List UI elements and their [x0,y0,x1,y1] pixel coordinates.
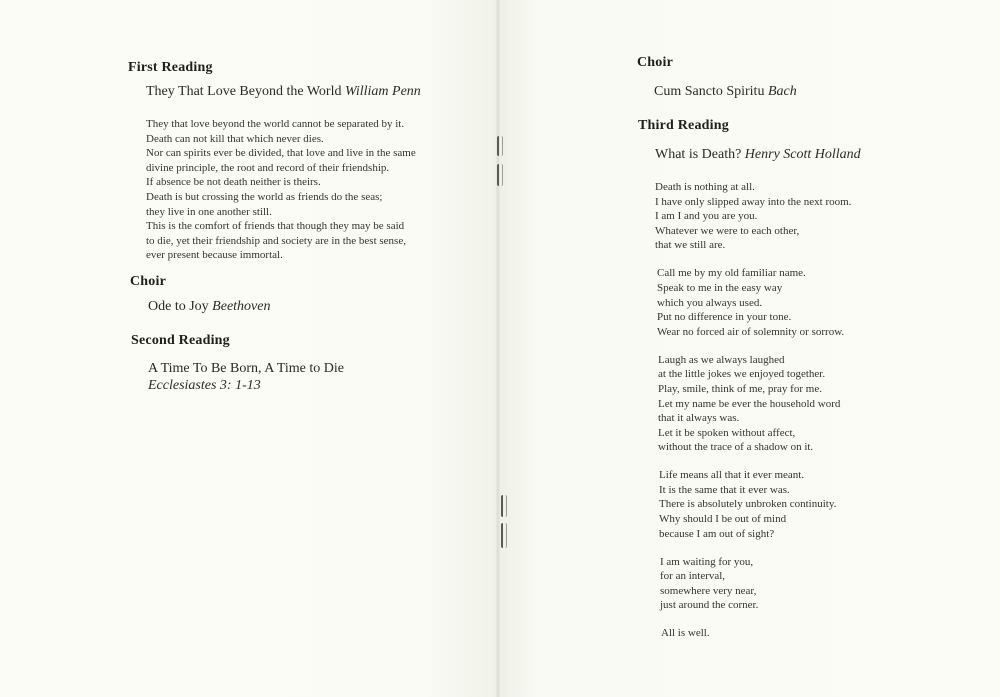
third-reading-title: What is Death? [655,147,742,162]
poem-line: Let it be spoken without affect, [658,426,796,439]
second-reading-heading: Second Reading [131,333,230,348]
center-fold [496,0,500,697]
first-reading-author: William Penn [344,84,421,99]
third-reading-title-line [655,147,861,163]
poem-line: Call me by my old familiar name. [657,267,806,280]
poem-line: Death is nothing at all. [655,181,755,193]
poem-line: There is absolutely unbroken continuity. [659,498,837,511]
third-reading-heading: Third Reading [638,118,729,133]
poem-line: at the little jokes we enjoyed together. [658,368,826,381]
first-reading-heading: First Reading [128,60,213,75]
left-choir-composer: Beethoven [212,299,271,314]
poem-line: All is well. [661,627,710,640]
poem-line: Speak to me in the easy way [657,281,783,294]
third-reading-author: Henry Scott Holland [744,147,861,162]
left-choir-title-line [148,299,270,315]
poem-line: I am I and you are you. [655,210,758,223]
poem-line: If absence be not death neither is theirs. [146,176,321,189]
third-reading-text [655,180,851,641]
poem-line: without the trace of a shadow on it. [658,441,814,454]
poem-line: Nor can spirits ever be divided, that love and live in the same [146,147,416,160]
staple-upper-top [497,136,503,156]
poem-line: This is the comfort of friends that though they may be said [146,220,405,233]
staple-upper-bottom [497,164,503,186]
poem-line: I am waiting for you, [660,555,754,568]
right-choir-title: Cum Sancto Spiritu [654,84,765,99]
poem-line: Why should I be out of mind [659,513,787,526]
poem-line: Life means all that it ever meant. [659,469,805,482]
stanza [655,626,851,641]
right-choir-composer: Bach [767,84,797,99]
first-reading-text [146,117,416,263]
stanza [655,266,851,339]
poem-line: ever present because immortal. [146,249,283,262]
poem-line: for an interval, [660,570,726,583]
stanza [655,180,851,253]
poem-line: They that love beyond the world cannot be separated by it. [146,118,405,130]
poem-line: because I am out of sight? [659,527,775,540]
left-choir-title: Ode to Joy [148,299,209,314]
poem-line: that we still are. [655,239,726,252]
poem-line: Play, smile, think of me, pray for me. [658,382,822,395]
poem-line: that it always was. [658,412,740,425]
poem-line: Let my name be ever the household word [658,397,841,410]
stanza [655,353,851,455]
poem-line: Whatever we were to each other, [655,224,800,237]
poem-line: Wear no forced air of solemnity or sorrow. [657,325,845,338]
poem-line: to die, yet their friendship and society are in the best sense, [146,234,406,247]
left-choir-heading: Choir [130,274,166,289]
left-page [0,0,498,697]
poem-line: Death can not kill that which never dies. [146,132,324,145]
poem-line: Death is but crossing the world as friends do the seas; [146,190,383,203]
staple-lower-bottom [501,523,507,548]
poem-line: I have only slipped away into the next room. [655,195,852,208]
second-reading-reference: Ecclesiastes 3: 1-13 [148,378,261,393]
stanza [655,468,851,541]
poem-line: they live in one another still. [146,205,272,218]
poem-line: Put no difference in your tone. [657,311,792,324]
first-reading-title: They That Love Beyond the World [146,84,342,99]
staple-lower-top [501,495,507,517]
right-choir-heading: Choir [637,55,673,70]
second-reading-title: A Time To Be Born, A Time to Die [148,361,344,376]
poem-line: somewhere very near, [660,584,757,597]
first-reading-title-line [146,84,421,100]
stanza [655,555,851,613]
poem-line: Laugh as we always laughed [658,353,785,366]
poem-line: which you always used. [657,296,763,309]
poem-line: It is the same that it ever was. [659,483,790,496]
poem-line: just around the corner. [660,599,759,612]
poem-line: divine principle, the root and record of their friendship. [146,161,390,174]
right-choir-title-line [654,84,797,100]
